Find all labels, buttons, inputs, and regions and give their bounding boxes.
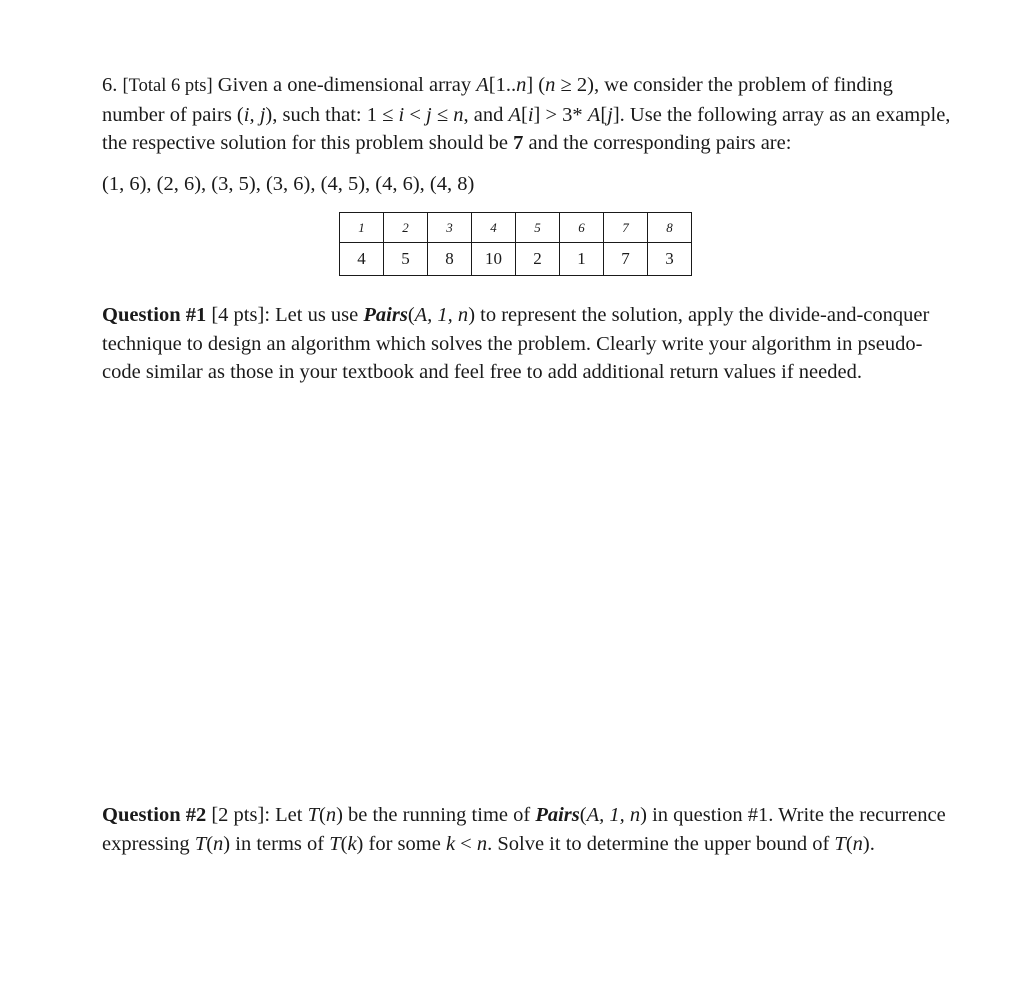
math-var: T [307, 804, 319, 826]
problem-statement: 6. [Total 6 pts] Given a one-dimensional array A[1..n] (n ≥ 2), we consider the problem of finding number of pairs (i, j), such that: 1 ≤ i < j ≤ n, and A[i] > 3* A[j]. Use the following array as an example, the respective solution for this problem should be 7 and the corresponding pairs are: [102, 74, 951, 155]
math-var: A [476, 74, 489, 96]
array-value-cell: 8 [428, 243, 472, 276]
math-var: T [194, 832, 207, 855]
math-var: k [445, 832, 456, 855]
question-text: ) for some [356, 832, 446, 855]
math-var: k [347, 832, 357, 855]
array-index-cell: 2 [384, 213, 428, 243]
function-args: A, 1, n [586, 804, 641, 826]
math-var: n [516, 74, 527, 96]
math-text: ≤ [431, 103, 454, 126]
array-value-cell: 10 [472, 243, 516, 276]
math-var: j [607, 103, 613, 126]
math-text: < [404, 103, 427, 126]
math-text: ] [526, 74, 534, 96]
problem-text: ]. Use the following array as an example, the respective solution for this problem should be [102, 103, 951, 155]
array-value-cell: 4 [340, 243, 384, 276]
array-value-cell: 7 [604, 243, 648, 276]
math-var: A [587, 103, 601, 126]
function-name: Pairs [535, 804, 580, 826]
problem-number: 6. [102, 74, 118, 96]
array-index-cell: 6 [560, 213, 604, 243]
problem-text: Given a one-dimensional array [217, 74, 472, 96]
function-args: A, 1, n [414, 304, 469, 326]
math-var: j [426, 103, 432, 126]
function-name: Pairs [363, 304, 408, 326]
problem-text: ≥ 2), we consider the problem of finding number of pairs ( [102, 74, 893, 126]
array-index-cell: 8 [648, 213, 692, 243]
question-text: . Solve it to determine the upper bound of [487, 832, 835, 855]
array-value-row [340, 243, 692, 276]
problem-points: [Total 6 pts] [122, 76, 213, 96]
array-value-cell: 1 [560, 243, 604, 276]
question-text: ) to represent the solution, apply the divide-and-conquer technique to design an algorithm which solves the problem. Clearly write your algorithm in pseudo-code similar as those in your textbook and feel free to add additional return values if needed. [102, 304, 930, 384]
question-2: Question #2 [2 pts]: Let T(n) be the running time of Pairs(A, 1, n) in question #1. Write the recurrence expressing T(n) in terms of T(k) for some k < n. Solve it to determine the upper bound of T(n). [102, 804, 946, 855]
math-text: ( [538, 74, 546, 96]
math-var: T [834, 832, 846, 855]
problem-text: , and [463, 103, 509, 126]
question-1: Question #1 [4 pts]: Let us use Pairs(A, 1, n) to represent the solution, apply the divide-and-conquer technique to design an algorithm which solves the problem. Clearly write your algorithm in pseudo-code similar as those in your textbook and feel free to add additional return values if needed. [102, 304, 930, 384]
math-var: T [329, 832, 341, 855]
question-points: [2 pts] [211, 804, 265, 826]
array-value-cell: 2 [516, 243, 560, 276]
math-var: n [852, 832, 863, 855]
array-index-cell: 5 [516, 213, 560, 243]
question-text: : Let us use [264, 304, 364, 326]
question-points: [4 pts] [211, 304, 265, 326]
question-text: ) in question #1. Write the recurrence expressing [102, 804, 946, 855]
math-var: n [545, 74, 556, 96]
math-var: i [527, 103, 534, 126]
math-var: A [508, 103, 521, 126]
array-index-cell: 1 [340, 213, 384, 243]
math-text: [1.. [488, 74, 517, 96]
problem-text: and the corresponding pairs are: [523, 132, 792, 155]
array-value-cell: 5 [384, 243, 428, 276]
math-var: n [476, 832, 488, 855]
array-index-row [340, 213, 692, 243]
problem-text: ), such that: 1 ≤ [265, 103, 399, 126]
math-var: i [398, 103, 405, 126]
pairs-list: (1, 6), (2, 6), (3, 5), (3, 6), (4, 5), (4, 6), (4, 8) [102, 173, 475, 195]
question-label: Question #2 [102, 804, 207, 826]
question-label: Question #1 [102, 304, 207, 326]
array-index-cell: 3 [428, 213, 472, 243]
question-text: : Let [264, 804, 308, 826]
array-index-cell: 4 [472, 213, 516, 243]
array-value-cell: 3 [648, 243, 692, 276]
array-index-cell: 7 [604, 213, 648, 243]
math-var: n [453, 103, 464, 126]
math-var: n [213, 832, 224, 855]
math-var: i, j [243, 103, 266, 126]
question-text: ) be the running time of [336, 804, 536, 826]
problem-answer: 7 [513, 132, 524, 155]
question-text: ). [862, 832, 875, 855]
math-text: ] > 3* [533, 103, 588, 126]
math-var: n [325, 804, 337, 826]
example-array-table [339, 212, 692, 276]
math-text: < [455, 832, 477, 855]
question-text: ) in terms of [223, 832, 330, 855]
